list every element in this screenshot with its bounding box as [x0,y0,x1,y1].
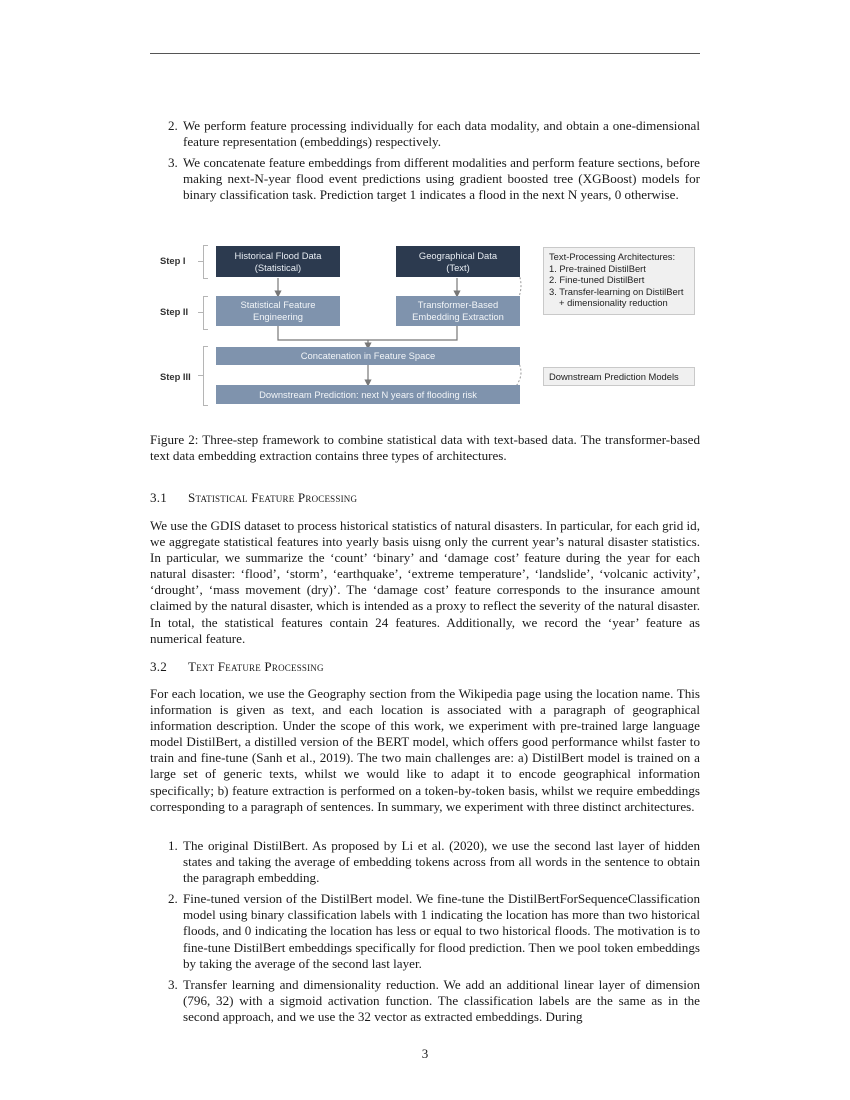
list-text: We perform feature processing individually for each data modality, and obtain a one-dimensional feature representation (embeddings) respectively. [183,118,700,150]
figure-caption: Figure 2: Three-step framework to combine statistical data with text-based data. The transformer-based text data embedding extraction contains three types of architectures. [150,432,700,463]
box-geographical-data [396,246,520,277]
note-item: 3. Transfer-learning on DistilBert [549,285,684,297]
list-number: 3. [168,155,178,171]
box-text: Concatenation in Feature Space [300,350,436,361]
step-2-bracket-tick [198,312,203,313]
connector-merge [278,326,457,340]
box-statistical-feature-engineering [216,296,340,326]
step-2-label: Step II [160,306,189,317]
list-item [150,838,700,886]
box-text: Statistical Feature [240,299,316,310]
section-number: 3.1 [150,490,167,505]
note-item: 2. Fine-tuned DistilBert [549,274,645,286]
step-1-label: Step I [160,255,186,266]
list-number: 2. [168,891,178,907]
step-3-bracket [203,346,208,406]
section-number: 3.2 [150,659,167,674]
step-3-bracket-tick [198,375,203,376]
box-downstream-prediction [216,385,520,404]
note-item: + dimensionality reduction [559,297,668,309]
box-transformer-embedding-extraction [396,296,520,326]
list-number: 3. [168,976,178,992]
list-item [150,118,700,150]
list-text: We concatenate feature embeddings from different modalities and perform feature sections, before making next-N-year flood event predictions using gradient boosted tree (XGBoost) models for binary classification task. Prediction target 1 indicates a flood in the next N years, 0 otherwise. [183,155,700,203]
box-text: (Text) [446,261,470,273]
section-3-1-heading [150,490,357,506]
architectures-list [150,838,700,1030]
box-text: Embedding Extraction [412,311,504,322]
list-text: Transfer learning and dimensionality reduction. We add an additional linear layer of dimension (796, 32) with a sigmoid activation function. The classification labels are the same as in the second approach, and we use the 32 vector as extracted embeddings. During [183,976,700,1024]
note-item: 1. Pre-trained DistilBert [549,262,646,274]
note-text-processing-architectures [543,247,695,315]
section-3-2-heading [150,659,324,675]
list-number: 2. [168,118,178,133]
box-text: Downstream Prediction: next N years of flooding risk [259,388,477,400]
box-text: (Statistical) [254,261,302,273]
box-text: Historical Flood Data [234,249,322,261]
intro-list [150,118,700,208]
list-text: The original DistilBert. As proposed by Li et al. (2020), we use the second last layer of hidden states and taking the average of embedding tokens across from all words in the sentence to obtain the paragraph embedding. [183,838,700,886]
note-title: Text-Processing Architectures: [549,251,676,262]
box-text: Transformer-Based [417,299,499,310]
page-number: 3 [421,1046,429,1061]
step-2-bracket [203,296,208,330]
step-1-bracket [203,245,208,279]
box-text: Geographical Data [418,249,498,261]
note-downstream-prediction-models [543,367,695,386]
box-concatenation [216,347,520,365]
step-3-label: Step III [160,371,191,382]
section-3-2-body: For each location, we use the Geography section from the Wikipedia page using the location name. This information is given as text, and each location is associated with a paragraph of geographical information description. Under the scope of this work, we experiment with pre-trained large language model DistilBert, a distilled version of the BERT model, which offers good performance whilst faster to train and fine-tune (Sanh et al., 2019). The two main challenges are: a) DistilBert model is trained on a large set of generic texts, whilst we would like to adapt it to encode geographical information specifically; b) feature extraction is performed on a token-by-token basis, whilst we require embeddings corresponding to a paragraph of sentences. In summary, we experiment with three distinct architectures. [150,686,700,814]
section-title: Text Feature Processing [188,659,324,674]
figure-2-diagram [150,240,710,410]
list-item [150,977,700,1025]
list-item [150,155,700,203]
list-text: Fine-tuned version of the DistilBert model. We fine-tune the DistilBertForSequenceClassification model using binary classification labels with 1 indicating the location has more than two historical floods, and 0 indicating the location has less or equal to two historical floods. The motivation is to fine-tune DistilBert embeddings specifically for flood prediction. Then we pool token embeddings by taking the average of the second last layer. [183,891,700,971]
list-number: 1. [168,838,178,853]
box-historical-flood-data [216,246,340,277]
box-text: Engineering [252,311,304,322]
header-rule [150,53,700,54]
list-item [150,891,700,971]
section-3-1-body: We use the GDIS dataset to process historical statistics of natural disasters. In particular, for each grid id, we aggregate statistical features into yearly basis uisng only the current year’s natural disaster statistics. In particular, we summarize the ‘count’ ‘binary’ and ‘damage cost’ feature during the year for each natural disaster: ‘flood’, ‘storm’, ‘earthquake’, ‘extreme temperature’, ‘landslide’, ‘volcanic activity’, ‘drought’, ‘mass movement (dry)’. The ‘damage cost’ feature corresponds to the insurance amount claimed by the natural disaster, which is intended as a proxy to reflect the severity of the natural disaster. In total, the statistical features contain 24 features. Additionally, we record the ‘year’ feature as numerical feature. [150,518,700,646]
note-text: Downstream Prediction Models [549,371,679,382]
section-title: Statistical Feature Processing [188,490,358,505]
step-1-bracket-tick [198,261,203,262]
